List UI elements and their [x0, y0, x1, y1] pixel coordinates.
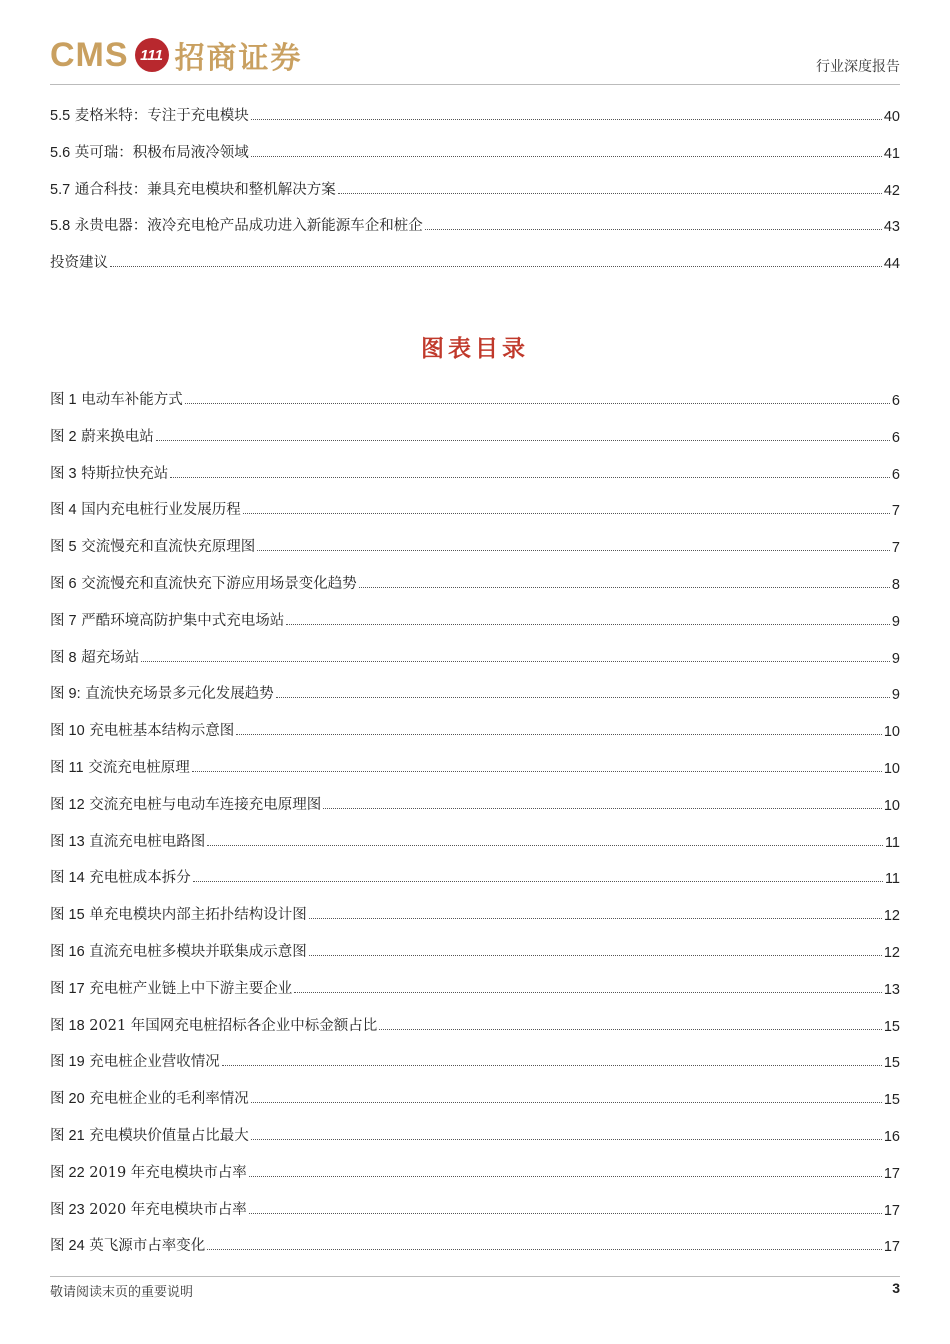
figure-item-row[interactable] [50, 1197, 900, 1219]
figure-item-title [50, 756, 190, 777]
figure-item-row[interactable] [50, 497, 900, 519]
dot-leader [170, 477, 890, 478]
figure-item-title [50, 903, 307, 924]
toc-item-row[interactable] [50, 250, 900, 272]
figure-item-title [50, 793, 321, 814]
figure-item-label: 图 8 [50, 649, 77, 666]
figure-item-row[interactable] [50, 902, 900, 924]
figure-item-row[interactable] [50, 571, 900, 593]
logo-en-text: CMS [50, 35, 129, 74]
figure-item-title [50, 830, 205, 851]
dot-leader [243, 513, 890, 514]
figure-item-row[interactable] [50, 792, 900, 814]
figure-item-page: 7 [891, 503, 900, 520]
figure-item-page: 8 [891, 577, 900, 593]
figure-item-title [50, 866, 191, 887]
figure-item-text: 特斯拉快充站 [81, 465, 169, 482]
figure-item-label: 图 22 [50, 1164, 85, 1181]
footer-notice: 敬请阅读末页的重要说明 [50, 1285, 194, 1300]
figure-item-row[interactable] [50, 829, 900, 851]
figure-item-title [50, 1234, 205, 1255]
dot-leader [141, 661, 890, 662]
toc-item-page: 42 [883, 182, 900, 199]
report-type: 行业深度报告 [816, 59, 900, 75]
dot-leader [249, 1213, 882, 1214]
figure-item-label: 图 15 [50, 907, 85, 924]
figure-item-page: 15 [883, 1055, 900, 1072]
figure-item-title [50, 1050, 220, 1071]
figure-item-label: 图 16 [50, 944, 85, 960]
toc-item-label: 5.7 [50, 181, 71, 198]
figure-item-text: 交流慢充和直流快充原理图 [81, 539, 256, 556]
toc-item-title [50, 214, 423, 235]
figure-item-label: 图 13 [50, 833, 85, 850]
toc-item-row[interactable] [50, 140, 900, 162]
figure-item-page: 10 [883, 797, 900, 814]
figure-item-title [50, 646, 139, 667]
figure-item-page: 10 [883, 724, 900, 741]
figure-item-page: 6 [891, 393, 900, 409]
figure-item-label: 图 17 [50, 980, 85, 997]
figure-item-label: 图 11 [50, 760, 84, 776]
figure-item-row[interactable] [50, 608, 900, 630]
toc-item-title [50, 141, 249, 162]
figure-item-title [50, 719, 234, 740]
figure-item-page: 9 [891, 687, 900, 704]
dot-leader [338, 193, 882, 194]
figure-item-title [50, 535, 255, 556]
figure-item-row[interactable] [50, 755, 900, 777]
figure-item-text: 充电桩基本结构示意图 [89, 723, 235, 740]
figure-item-page: 6 [891, 466, 900, 483]
figure-item-label: 图 1 [50, 392, 77, 408]
figure-item-row[interactable] [50, 718, 900, 740]
figure-item-title [50, 462, 168, 483]
dot-leader [251, 119, 882, 120]
figure-item-label: 图 10 [50, 723, 85, 740]
figure-item-page: 15 [883, 1018, 900, 1035]
toc-item-text: 永贵电器：液冷充电枪产品成功进入新能源车企和桩企 [74, 218, 423, 235]
figure-item-text: 电动车补能方式 [81, 392, 183, 408]
figure-item-row[interactable] [50, 1233, 900, 1255]
figure-item-title [50, 388, 183, 409]
toc-item-text: 投资建议 [50, 255, 108, 272]
figure-item-text: 直流充电桩多模块并联集成示意图 [89, 944, 307, 960]
figure-item-label: 图 20 [50, 1091, 85, 1108]
figure-item-row[interactable] [50, 1123, 900, 1145]
figure-item-text: 充电桩企业的毛利率情况 [89, 1091, 249, 1108]
header-divider [50, 84, 900, 85]
figure-item-page: 13 [883, 981, 900, 998]
figure-item-title [50, 682, 274, 703]
figure-item-row[interactable] [50, 387, 900, 409]
dot-leader [276, 697, 890, 698]
toc-item-text: 麦格米特：专注于充电模块 [74, 108, 249, 124]
dot-leader [257, 550, 890, 551]
figure-item-page: 12 [883, 945, 900, 961]
figure-item-text: 直流快充场景多元化发展趋势 [85, 686, 274, 703]
figure-item-row[interactable] [50, 424, 900, 446]
dot-leader [192, 771, 882, 772]
figure-item-page: 15 [883, 1092, 900, 1109]
toc-item-text: 英可瑞：积极布局液冷领域 [74, 144, 249, 161]
figure-item-page: 12 [883, 908, 900, 925]
dot-leader [110, 266, 882, 267]
dot-leader [251, 1102, 882, 1103]
figure-item-text: 交流充电桩原理 [88, 760, 190, 776]
figure-item-title [50, 940, 307, 961]
dot-leader [309, 918, 882, 919]
figure-item-text: 2019 年充电模块市占率 [89, 1164, 247, 1181]
dot-leader [207, 845, 883, 846]
figure-item-page: 10 [883, 761, 900, 777]
figure-item-page: 17 [883, 1202, 900, 1219]
figure-item-text: 直流充电桩电路图 [89, 833, 206, 850]
figure-item-label: 图 19 [50, 1054, 85, 1071]
figure-item-title [50, 1124, 249, 1145]
dot-leader [286, 624, 890, 625]
toc-item-page: 40 [883, 109, 900, 125]
figure-item-page: 9 [891, 650, 900, 667]
figures-title: 图表目录 [421, 335, 529, 362]
page-number: 3 [892, 1280, 900, 1296]
figure-item-text: 充电桩产业链上中下游主要企业 [89, 980, 293, 997]
figure-item-text: 交流慢充和直流快充下游应用场景变化趋势 [81, 576, 357, 592]
figure-item-label: 图 2 [50, 428, 77, 445]
dot-leader [249, 1176, 882, 1177]
figure-item-title [50, 1161, 247, 1182]
figure-item-text: 超充场站 [81, 649, 140, 666]
dot-leader [251, 156, 882, 157]
figure-item-label: 图 18 [50, 1017, 85, 1034]
figure-item-label: 图 7 [50, 612, 77, 629]
figure-item-text: 蔚来换电站 [81, 428, 154, 445]
figure-item-row[interactable] [50, 1013, 900, 1035]
figure-item-text: 国内充电桩行业发展历程 [81, 502, 241, 519]
figure-item-label: 图 5 [50, 539, 77, 556]
figure-item-text: 单充电模块内部主拓扑结构设计图 [89, 907, 307, 924]
dot-leader [425, 229, 882, 230]
dot-leader [185, 403, 890, 404]
figure-item-text: 交流充电桩与电动车连接充电原理图 [89, 796, 322, 813]
dot-leader [379, 1029, 882, 1030]
figure-item-text: 英飞源市占率变化 [89, 1238, 206, 1255]
figure-item-page: 11 [884, 834, 900, 851]
figure-item-page: 6 [891, 429, 900, 446]
figure-item-label: 图 4 [50, 502, 77, 519]
figure-item-title [50, 1198, 247, 1219]
dot-leader [294, 992, 882, 993]
logo-emblem-icon: 111 [135, 38, 169, 72]
figure-item-label: 图 23 [50, 1201, 85, 1218]
figure-item-title [50, 977, 292, 998]
figure-item-row[interactable] [50, 865, 900, 887]
dot-leader [359, 587, 890, 588]
logo-cn-text: 招商证券 [174, 41, 303, 76]
dot-leader [251, 1139, 882, 1140]
figure-item-label: 图 12 [50, 796, 85, 813]
toc-item-title [50, 104, 249, 125]
figure-item-page: 17 [883, 1165, 900, 1182]
figure-item-text: 2020 年充电模块市占率 [89, 1201, 247, 1218]
toc-item-label: 5.6 [50, 144, 71, 161]
toc-item-title [50, 251, 108, 272]
toc-item-row[interactable] [50, 213, 900, 235]
dot-leader [323, 808, 882, 809]
dot-leader [309, 955, 882, 956]
figure-item-page: 16 [883, 1129, 900, 1145]
toc-item-row[interactable] [50, 103, 900, 125]
figure-item-text: 充电桩成本拆分 [89, 870, 191, 887]
figure-item-row[interactable] [50, 976, 900, 998]
figure-item-text: 2021 年国网充电桩招标各企业中标金额占比 [89, 1017, 378, 1034]
toc-item-text: 通合科技：兼具充电模块和整机解决方案 [74, 181, 336, 198]
figure-item-row[interactable] [50, 1086, 900, 1108]
page-header [50, 30, 900, 86]
figure-item-label: 图 3 [50, 465, 77, 482]
figure-item-row[interactable] [50, 645, 900, 667]
figure-item-page: 17 [883, 1239, 900, 1256]
toc-item-title [50, 178, 336, 199]
figure-item-row[interactable] [50, 534, 900, 556]
figure-item-label: 图 14 [50, 870, 85, 887]
toc-item-page: 43 [883, 219, 900, 236]
figure-item-title [50, 609, 284, 630]
toc-item-row[interactable] [50, 177, 900, 199]
figure-item-text: 充电模块价值量占比最大 [89, 1128, 249, 1144]
figure-item-title [50, 572, 357, 593]
toc-item-page: 44 [883, 256, 900, 273]
figure-item-label: 图 9: [50, 686, 81, 703]
dot-leader [236, 734, 882, 735]
figure-item-row[interactable] [50, 1049, 900, 1071]
toc-item-label: 5.5 [50, 108, 71, 124]
dot-leader [156, 440, 890, 441]
cms-logo [50, 34, 303, 76]
figure-item-row[interactable] [50, 681, 900, 703]
figure-item-title [50, 498, 241, 519]
dot-leader [207, 1249, 882, 1250]
figure-item-page: 9 [891, 613, 900, 630]
figure-item-title [50, 425, 154, 446]
figure-item-title [50, 1087, 249, 1108]
figure-item-row[interactable] [50, 939, 900, 961]
figure-item-page: 11 [884, 871, 900, 888]
dot-leader [193, 881, 883, 882]
dot-leader [222, 1065, 882, 1066]
figure-item-title [50, 1014, 377, 1035]
figure-item-label: 图 6 [50, 576, 77, 592]
figure-item-page: 7 [891, 540, 900, 557]
figure-item-text: 严酷环境高防护集中式充电场站 [81, 612, 285, 629]
footer-divider [50, 1276, 900, 1277]
figure-item-label: 图 24 [50, 1238, 85, 1255]
figure-item-row[interactable] [50, 461, 900, 483]
toc-item-page: 41 [883, 145, 900, 162]
figure-item-row[interactable] [50, 1160, 900, 1182]
figure-item-label: 图 21 [50, 1128, 85, 1144]
toc-item-label: 5.8 [50, 218, 71, 235]
figure-item-text: 充电桩企业营收情况 [89, 1054, 220, 1071]
